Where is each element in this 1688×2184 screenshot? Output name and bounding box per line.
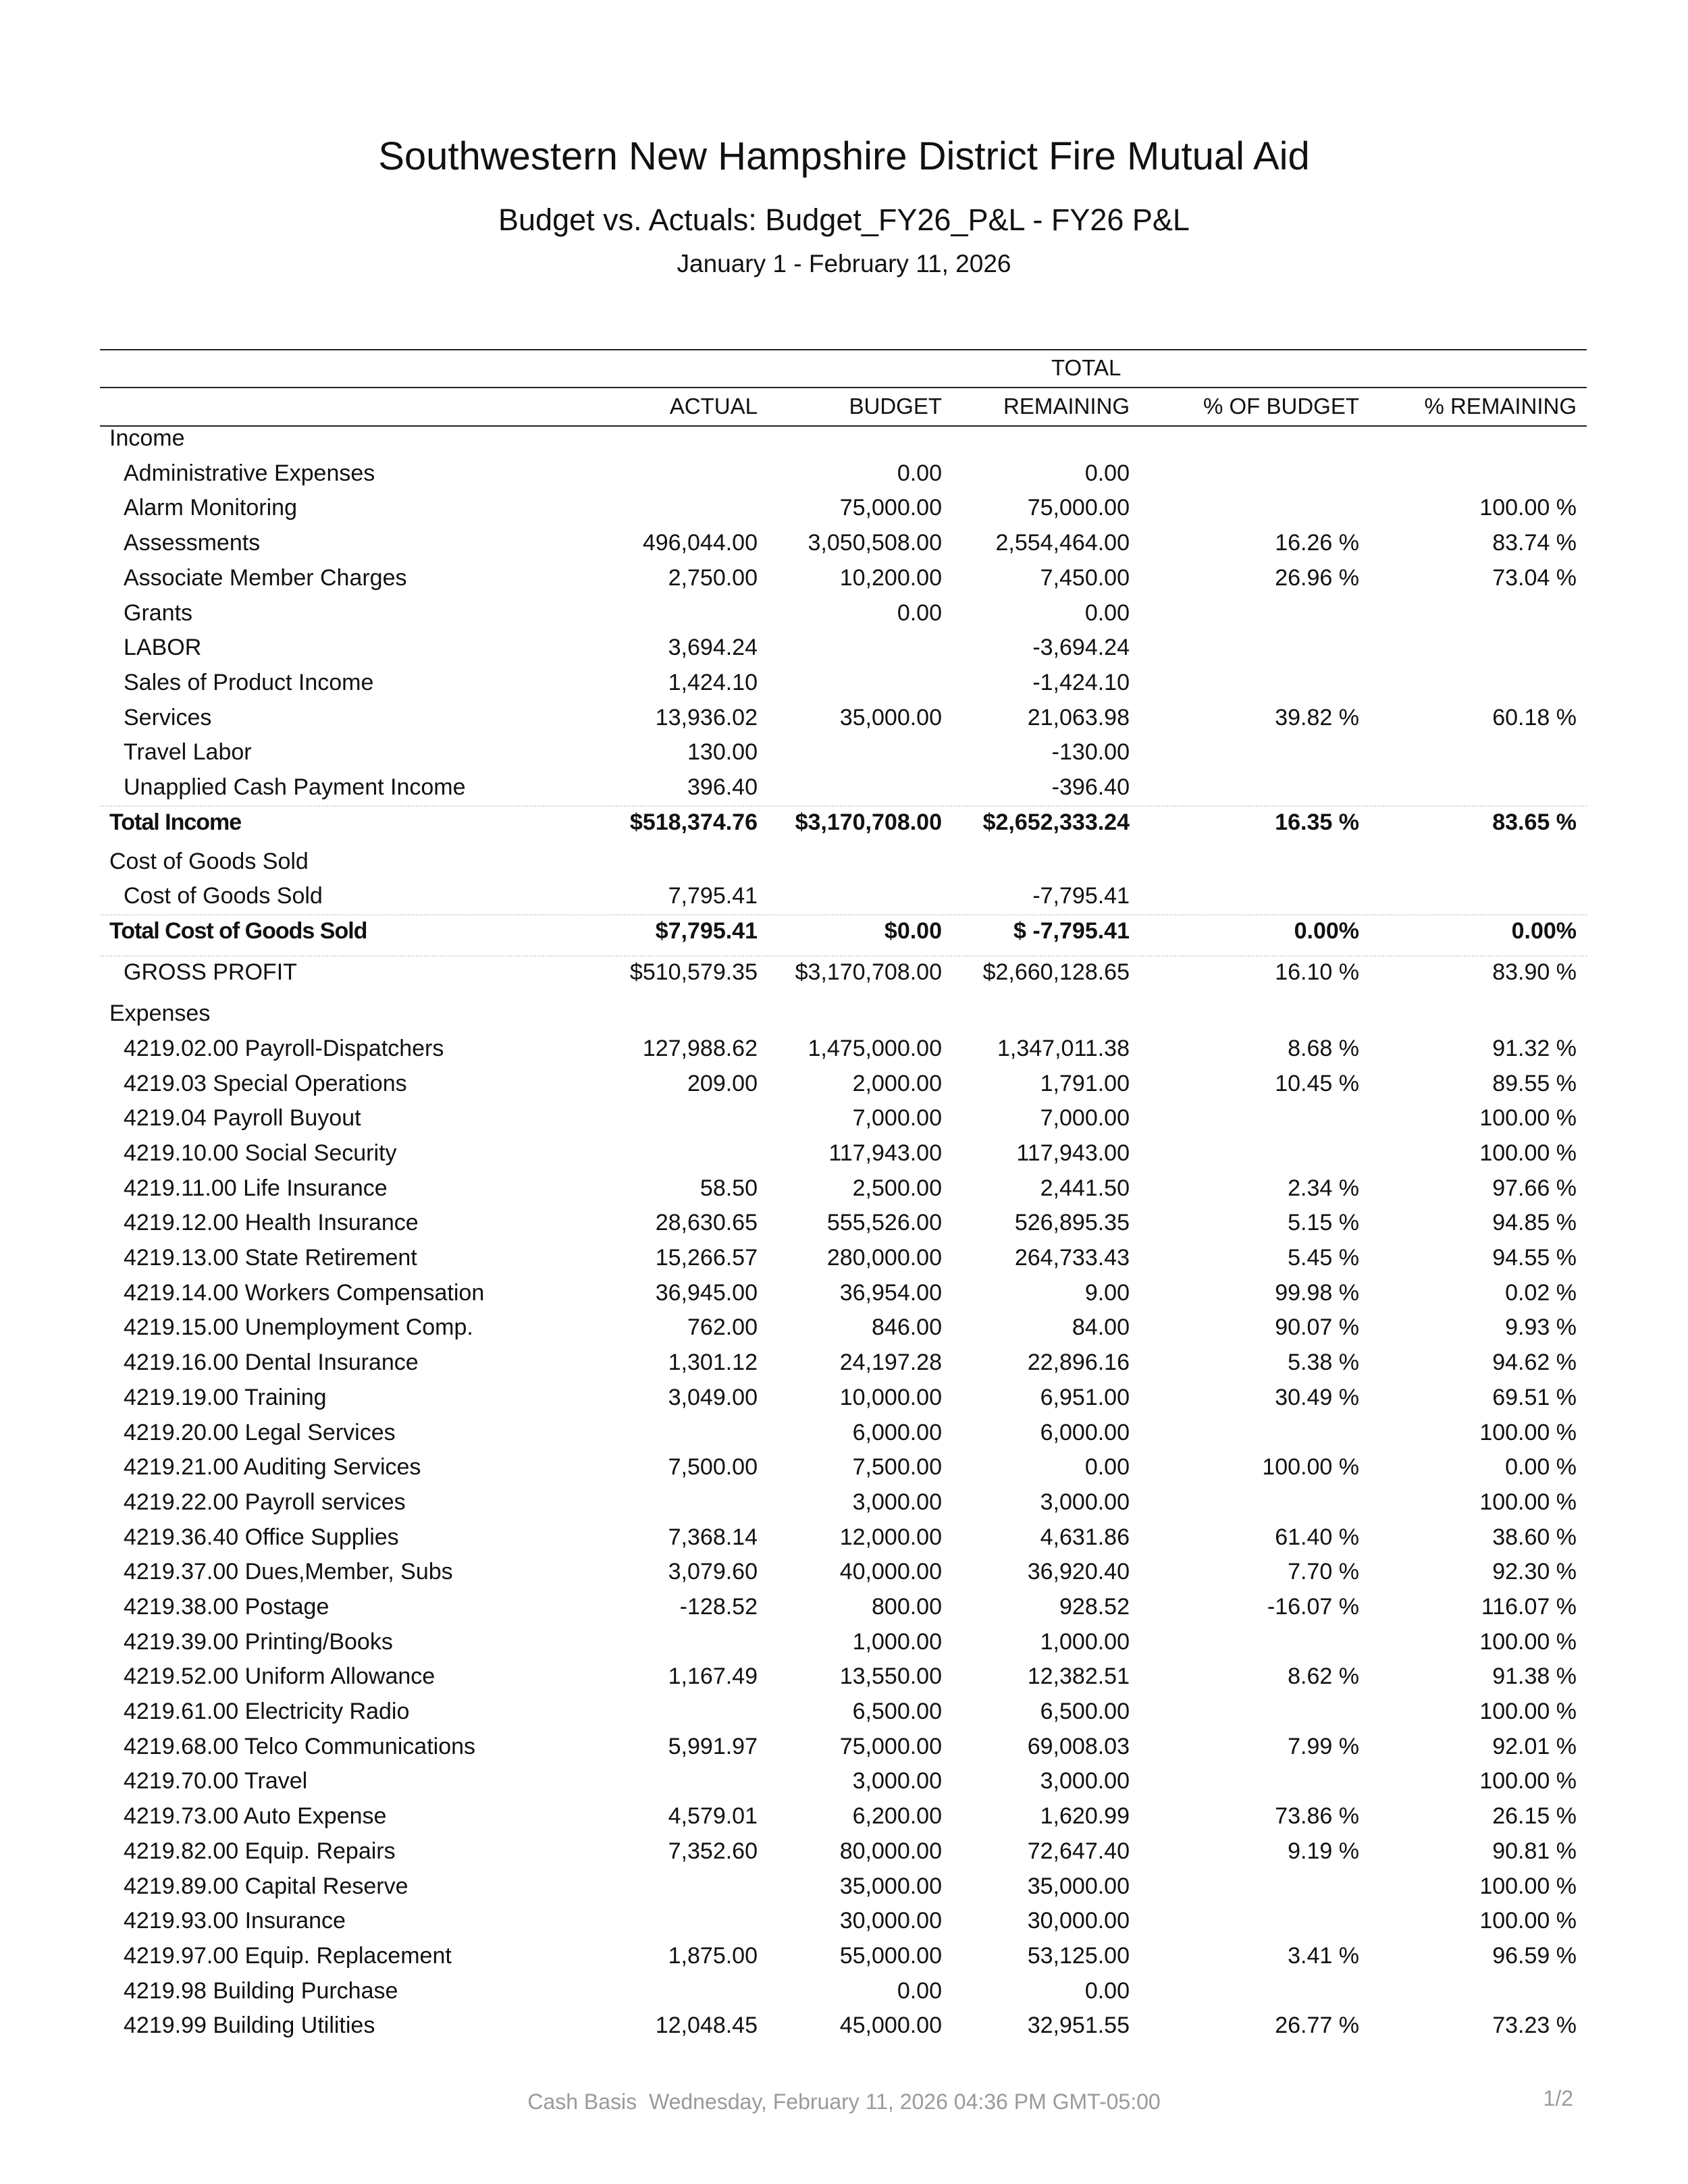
remaining-cell: 526,895.35 xyxy=(1014,1210,1130,1235)
page-number: 1/2 xyxy=(1543,2086,1573,2110)
pct-remaining-cell: 100.00 % xyxy=(1479,1629,1577,1655)
remaining-cell: 6,000.00 xyxy=(1040,1420,1130,1445)
table-row xyxy=(0,1594,1688,1626)
pct-of-budget-cell: 7.99 % xyxy=(1288,1734,1359,1759)
pct-remaining-cell: 116.07 % xyxy=(1481,1594,1577,1620)
actual-cell: 15,266.57 xyxy=(655,1245,758,1271)
table-row xyxy=(0,774,1688,807)
pct-remaining-cell: 83.65 % xyxy=(1492,809,1577,835)
col-pct-remaining: % REMAINING xyxy=(1424,394,1577,419)
budget-cell: 36,954.00 xyxy=(839,1280,942,1306)
remaining-cell: 35,000.00 xyxy=(1027,1873,1130,1899)
remaining-cell: 0.00 xyxy=(1084,1454,1130,1480)
table-row xyxy=(0,1454,1688,1487)
row-label: Sales of Product Income xyxy=(124,670,374,695)
remaining-cell: 12,382.51 xyxy=(1027,1663,1130,1689)
actual-cell: 28,630.65 xyxy=(655,1210,758,1235)
footer xyxy=(0,2089,1688,2114)
total-separator xyxy=(100,955,1587,957)
budget-cell: 12,000.00 xyxy=(839,1524,942,1550)
report-date-range: January 1 - February 11, 2026 xyxy=(677,250,1011,277)
pct-remaining-cell: 94.85 % xyxy=(1492,1210,1577,1235)
actual-cell: 1,167.49 xyxy=(668,1663,758,1689)
budget-cell: 35,000.00 xyxy=(839,1873,942,1899)
table-row xyxy=(0,1629,1688,1661)
pct-of-budget-cell: 16.10 % xyxy=(1275,959,1359,985)
table-row xyxy=(0,1036,1688,1068)
table-row xyxy=(0,2013,1688,2045)
actual-cell: 7,795.41 xyxy=(668,883,758,909)
table-row xyxy=(0,705,1688,737)
table-row xyxy=(0,1908,1688,1940)
actual-cell: 209.00 xyxy=(687,1071,758,1096)
actual-cell: $510,579.35 xyxy=(629,959,758,985)
pct-remaining-cell: 92.30 % xyxy=(1492,1559,1577,1584)
remaining-cell: 928.52 xyxy=(1059,1594,1130,1620)
pct-of-budget-cell: -16.07 % xyxy=(1267,1594,1359,1620)
actual-cell: 3,694.24 xyxy=(668,635,758,660)
remaining-cell: -7,795.41 xyxy=(1032,883,1130,909)
total-row xyxy=(0,918,1688,951)
budget-cell: 555,526.00 xyxy=(826,1210,942,1235)
pct-of-budget-cell: 8.68 % xyxy=(1288,1036,1359,1061)
remaining-cell: $2,660,128.65 xyxy=(982,959,1130,985)
table-row xyxy=(0,1280,1688,1312)
budget-cell: 80,000.00 xyxy=(839,1838,942,1864)
pct-remaining-cell: 91.32 % xyxy=(1492,1036,1577,1061)
remaining-cell: -396.40 xyxy=(1051,774,1130,800)
pct-remaining-cell: 38.60 % xyxy=(1492,1524,1577,1550)
pct-remaining-cell: 97.66 % xyxy=(1492,1175,1577,1201)
col-remaining: REMAINING xyxy=(1003,394,1130,419)
remaining-cell: 36,920.40 xyxy=(1027,1559,1130,1584)
pct-of-budget-cell: 39.82 % xyxy=(1275,705,1359,730)
table-row xyxy=(0,1314,1688,1347)
row-label: Services xyxy=(124,705,212,730)
remaining-cell: 32,951.55 xyxy=(1027,2013,1130,2038)
row-label: 4219.89.00 Capital Reserve xyxy=(124,1873,408,1899)
pct-of-budget-cell: 100.00 % xyxy=(1262,1454,1359,1480)
total-separator xyxy=(100,914,1587,915)
budget-cell: $0.00 xyxy=(884,918,942,944)
row-label: 4219.98 Building Purchase xyxy=(124,1978,398,2004)
pct-remaining-cell: 100.00 % xyxy=(1479,1420,1577,1445)
pct-remaining-cell: 9.93 % xyxy=(1505,1314,1577,1340)
remaining-cell: 22,896.16 xyxy=(1027,1350,1130,1375)
pct-remaining-cell: 91.38 % xyxy=(1492,1663,1577,1689)
actual-cell: 496,044.00 xyxy=(642,530,758,556)
remaining-cell: 1,620.99 xyxy=(1040,1803,1130,1829)
remaining-cell: 21,063.98 xyxy=(1027,705,1130,730)
remaining-cell: $2,652,333.24 xyxy=(982,809,1130,835)
actual-cell: 762.00 xyxy=(687,1314,758,1340)
row-label: 4219.38.00 Postage xyxy=(124,1594,329,1620)
table-row xyxy=(0,1978,1688,2010)
row-label: Total Income xyxy=(109,809,242,835)
row-label: 4219.93.00 Insurance xyxy=(124,1908,346,1934)
table-row xyxy=(0,460,1688,493)
budget-cell: 2,500.00 xyxy=(852,1175,942,1201)
budget-cell: 3,000.00 xyxy=(852,1768,942,1794)
table-row xyxy=(0,739,1688,772)
remaining-cell: 1,791.00 xyxy=(1040,1071,1130,1096)
row-label: 4219.22.00 Payroll services xyxy=(124,1489,406,1515)
table-row xyxy=(0,600,1688,633)
row-label: 4219.14.00 Workers Compensation xyxy=(124,1280,485,1306)
row-label: LABOR xyxy=(124,635,202,660)
footer-basis: Cash Basis xyxy=(527,2089,637,2114)
pct-remaining-cell: 100.00 % xyxy=(1479,1105,1577,1131)
actual-cell: 36,945.00 xyxy=(655,1280,758,1306)
row-label: Administrative Expenses xyxy=(124,460,375,486)
table-row xyxy=(0,1768,1688,1801)
pct-of-budget-cell: 9.19 % xyxy=(1288,1838,1359,1864)
row-label: GROSS PROFIT xyxy=(124,959,297,985)
remaining-cell: 4,631.86 xyxy=(1040,1524,1130,1550)
budget-cell: 35,000.00 xyxy=(839,705,942,730)
row-label: 4219.04 Payroll Buyout xyxy=(124,1105,361,1131)
pct-remaining-cell: 100.00 % xyxy=(1479,1699,1577,1724)
pct-of-budget-cell: 5.38 % xyxy=(1288,1350,1359,1375)
row-label: Income xyxy=(109,425,185,451)
budget-cell: 10,200.00 xyxy=(839,565,942,591)
budget-cell: 1,475,000.00 xyxy=(808,1036,942,1061)
row-label: 4219.39.00 Printing/Books xyxy=(124,1629,393,1655)
budget-cell: 75,000.00 xyxy=(839,495,942,521)
pct-remaining-cell: 89.55 % xyxy=(1492,1071,1577,1096)
pct-of-budget-cell: 26.96 % xyxy=(1275,565,1359,591)
row-label: 4219.19.00 Training xyxy=(124,1385,327,1410)
pct-remaining-cell: 0.02 % xyxy=(1505,1280,1577,1306)
row-label: 4219.99 Building Utilities xyxy=(124,2013,375,2038)
pct-remaining-cell: 83.74 % xyxy=(1492,530,1577,556)
remaining-cell: 7,000.00 xyxy=(1040,1105,1130,1131)
table-row xyxy=(0,1943,1688,1975)
pct-remaining-cell: 0.00% xyxy=(1511,918,1577,944)
pct-remaining-cell: 100.00 % xyxy=(1479,1873,1577,1899)
actual-cell: 3,049.00 xyxy=(668,1385,758,1410)
remaining-cell: 2,554,464.00 xyxy=(995,530,1130,556)
table-row xyxy=(0,635,1688,667)
pct-of-budget-cell: 2.34 % xyxy=(1288,1175,1359,1201)
actual-cell: 127,988.62 xyxy=(642,1036,758,1061)
budget-cell: 13,550.00 xyxy=(839,1663,942,1689)
actual-cell: 13,936.02 xyxy=(655,705,758,730)
pct-of-budget-cell: 10.45 % xyxy=(1275,1071,1359,1096)
section-header xyxy=(0,849,1688,881)
remaining-cell: 7,450.00 xyxy=(1040,565,1130,591)
budget-cell: 280,000.00 xyxy=(826,1245,942,1271)
budget-cell: 117,943.00 xyxy=(828,1140,942,1166)
row-label: Travel Labor xyxy=(124,739,252,765)
gross-row xyxy=(0,959,1688,992)
budget-cell: 75,000.00 xyxy=(839,1734,942,1759)
budget-cell: 2,000.00 xyxy=(852,1071,942,1096)
total-row xyxy=(0,809,1688,842)
table-row xyxy=(0,883,1688,915)
footer-timestamp: Wednesday, February 11, 2026 04:36 PM GMT-05:00 xyxy=(648,2089,1161,2114)
actual-cell: 58.50 xyxy=(700,1175,758,1201)
row-label: Assessments xyxy=(124,530,261,556)
actual-cell: 396.40 xyxy=(687,774,758,800)
table-row xyxy=(0,1699,1688,1731)
table-row xyxy=(0,565,1688,597)
table-row xyxy=(0,1245,1688,1277)
pct-of-budget-cell: 5.15 % xyxy=(1288,1210,1359,1235)
budget-cell: 1,000.00 xyxy=(852,1629,942,1655)
row-label: Unapplied Cash Payment Income xyxy=(124,774,466,800)
pct-remaining-cell: 100.00 % xyxy=(1479,1140,1577,1166)
budget-cell: 6,200.00 xyxy=(852,1803,942,1829)
pct-of-budget-cell: 3.41 % xyxy=(1288,1943,1359,1969)
report-title: Southwestern New Hampshire District Fire Mutual Aid xyxy=(378,134,1310,178)
pct-of-budget-cell: 0.00% xyxy=(1294,918,1359,944)
budget-cell: 45,000.00 xyxy=(839,2013,942,2038)
remaining-cell: 1,000.00 xyxy=(1040,1629,1130,1655)
pct-remaining-cell: 73.04 % xyxy=(1492,565,1577,591)
table-row xyxy=(0,1734,1688,1766)
row-label: Alarm Monitoring xyxy=(124,495,297,521)
pct-remaining-cell: 0.00 % xyxy=(1505,1454,1577,1480)
row-label: 4219.03 Special Operations xyxy=(124,1071,407,1096)
table-row xyxy=(0,1873,1688,1906)
actual-cell: 130.00 xyxy=(687,739,758,765)
row-label: Cost of Goods Sold xyxy=(109,849,309,874)
row-label: 4219.82.00 Equip. Repairs xyxy=(124,1838,396,1864)
actual-cell: 4,579.01 xyxy=(668,1803,758,1829)
actual-cell: 1,875.00 xyxy=(668,1943,758,1969)
actual-cell: 7,352.60 xyxy=(668,1838,758,1864)
remaining-cell: 72,647.40 xyxy=(1027,1838,1130,1864)
remaining-cell: 0.00 xyxy=(1084,460,1130,486)
row-label: 4219.13.00 State Retirement xyxy=(124,1245,417,1271)
row-label: 4219.11.00 Life Insurance xyxy=(124,1175,388,1201)
section-header xyxy=(0,1001,1688,1033)
remaining-cell: 69,008.03 xyxy=(1027,1734,1130,1759)
actual-cell: 12,048.45 xyxy=(655,2013,758,2038)
table-row xyxy=(0,530,1688,562)
pct-of-budget-cell: 73.86 % xyxy=(1275,1803,1359,1829)
row-label: Associate Member Charges xyxy=(124,565,407,591)
budget-cell: 0.00 xyxy=(897,460,942,486)
table-row xyxy=(0,1559,1688,1591)
remaining-cell: 1,347,011.38 xyxy=(997,1036,1130,1061)
budget-cell: 10,000.00 xyxy=(839,1385,942,1410)
remaining-cell: 0.00 xyxy=(1084,1978,1130,2004)
row-label: 4219.97.00 Equip. Replacement xyxy=(124,1943,452,1969)
pct-of-budget-cell: 16.35 % xyxy=(1275,809,1359,835)
row-label: 4219.70.00 Travel xyxy=(124,1768,308,1794)
table-row xyxy=(0,1071,1688,1103)
pct-of-budget-cell: 7.70 % xyxy=(1288,1559,1359,1584)
pct-of-budget-cell: 90.07 % xyxy=(1275,1314,1359,1340)
actual-cell: 7,500.00 xyxy=(668,1454,758,1480)
budget-cell: 55,000.00 xyxy=(839,1943,942,1969)
col-pct-of-budget: % OF BUDGET xyxy=(1203,394,1359,419)
table-row xyxy=(0,1385,1688,1417)
pct-of-budget-cell: 61.40 % xyxy=(1275,1524,1359,1550)
row-label: 4219.36.40 Office Supplies xyxy=(124,1524,399,1550)
budget-cell: 800.00 xyxy=(872,1594,942,1620)
remaining-cell: 3,000.00 xyxy=(1040,1768,1130,1794)
row-label: 4219.21.00 Auditing Services xyxy=(124,1454,421,1480)
budget-cell: 24,197.28 xyxy=(839,1350,942,1375)
remaining-cell: -1,424.10 xyxy=(1032,670,1130,695)
actual-cell: 5,991.97 xyxy=(668,1734,758,1759)
row-label: 4219.15.00 Unemployment Comp. xyxy=(124,1314,473,1340)
row-label: 4219.12.00 Health Insurance xyxy=(124,1210,419,1235)
budget-cell: 0.00 xyxy=(897,600,942,626)
report-subtitle: Budget vs. Actuals: Budget_FY26_P&L - FY26 P&L xyxy=(498,203,1190,237)
remaining-cell: -3,694.24 xyxy=(1032,635,1130,660)
pct-remaining-cell: 83.90 % xyxy=(1492,959,1577,985)
table-row xyxy=(0,1838,1688,1871)
actual-cell: 1,424.10 xyxy=(668,670,758,695)
table-row xyxy=(0,1210,1688,1242)
pct-remaining-cell: 100.00 % xyxy=(1479,1768,1577,1794)
pct-remaining-cell: 69.51 % xyxy=(1492,1385,1577,1410)
row-label: 4219.10.00 Social Security xyxy=(124,1140,397,1166)
row-label: 4219.02.00 Payroll-Dispatchers xyxy=(124,1036,444,1061)
budget-cell: 6,000.00 xyxy=(852,1420,942,1445)
pct-of-budget-cell: 30.49 % xyxy=(1275,1385,1359,1410)
section-header xyxy=(0,425,1688,458)
pct-of-budget-cell: 99.98 % xyxy=(1275,1280,1359,1306)
pct-remaining-cell: 92.01 % xyxy=(1492,1734,1577,1759)
table-row xyxy=(0,1420,1688,1452)
budget-cell: 3,050,508.00 xyxy=(808,530,942,556)
pct-remaining-cell: 94.55 % xyxy=(1492,1245,1577,1271)
budget-cell: 30,000.00 xyxy=(839,1908,942,1934)
pct-of-budget-cell: 5.45 % xyxy=(1288,1245,1359,1271)
remaining-cell: 6,500.00 xyxy=(1040,1699,1130,1724)
actual-cell: $518,374.76 xyxy=(629,809,758,835)
remaining-cell: 3,000.00 xyxy=(1040,1489,1130,1515)
row-label: 4219.61.00 Electricity Radio xyxy=(124,1699,410,1724)
remaining-cell: -130.00 xyxy=(1051,739,1130,765)
remaining-cell: $ -7,795.41 xyxy=(1013,918,1130,944)
table-row xyxy=(0,670,1688,702)
budget-cell: 7,500.00 xyxy=(852,1454,942,1480)
actual-cell: -128.52 xyxy=(679,1594,758,1620)
pct-remaining-cell: 26.15 % xyxy=(1492,1803,1577,1829)
col-group-total: TOTAL xyxy=(1051,355,1122,380)
budget-cell: 846.00 xyxy=(872,1314,942,1340)
row-label: 4219.68.00 Telco Communications xyxy=(124,1734,476,1759)
table-row xyxy=(0,1140,1688,1173)
actual-cell: 2,750.00 xyxy=(668,565,758,591)
pct-remaining-cell: 90.81 % xyxy=(1492,1838,1577,1864)
row-label: 4219.73.00 Auto Expense xyxy=(124,1803,387,1829)
remaining-cell: 6,951.00 xyxy=(1040,1385,1130,1410)
row-label: Total Cost of Goods Sold xyxy=(109,918,367,944)
remaining-cell: 0.00 xyxy=(1084,600,1130,626)
budget-cell: 7,000.00 xyxy=(852,1105,942,1131)
col-budget: BUDGET xyxy=(849,394,942,419)
budget-cell: 40,000.00 xyxy=(839,1559,942,1584)
table-row xyxy=(0,1663,1688,1696)
budget-cell: $3,170,708.00 xyxy=(795,809,942,835)
pct-remaining-cell: 73.23 % xyxy=(1492,2013,1577,2038)
budget-cell: $3,170,708.00 xyxy=(795,959,942,985)
pct-of-budget-cell: 8.62 % xyxy=(1288,1663,1359,1689)
remaining-cell: 117,943.00 xyxy=(1016,1140,1130,1166)
pct-remaining-cell: 96.59 % xyxy=(1492,1943,1577,1969)
remaining-cell: 9.00 xyxy=(1084,1280,1130,1306)
table-row xyxy=(0,1350,1688,1382)
budget-cell: 3,000.00 xyxy=(852,1489,942,1515)
row-label: 4219.37.00 Dues,Member, Subs xyxy=(124,1559,453,1584)
pct-remaining-cell: 60.18 % xyxy=(1492,705,1577,730)
table-row xyxy=(0,1175,1688,1208)
remaining-cell: 53,125.00 xyxy=(1027,1943,1130,1969)
row-label: Expenses xyxy=(109,1001,211,1026)
row-label: 4219.20.00 Legal Services xyxy=(124,1420,396,1445)
pct-remaining-cell: 100.00 % xyxy=(1479,1908,1577,1934)
table-row xyxy=(0,1524,1688,1557)
total-separator xyxy=(100,805,1587,807)
actual-cell: 1,301.12 xyxy=(668,1350,758,1375)
row-label: Grants xyxy=(124,600,193,626)
actual-cell: 3,079.60 xyxy=(668,1559,758,1584)
budget-cell: 6,500.00 xyxy=(852,1699,942,1724)
pct-remaining-cell: 100.00 % xyxy=(1479,1489,1577,1515)
remaining-cell: 2,441.50 xyxy=(1040,1175,1130,1201)
remaining-cell: 84.00 xyxy=(1072,1314,1130,1340)
actual-cell: $7,795.41 xyxy=(655,918,758,944)
table-row xyxy=(0,1105,1688,1138)
actual-cell: 7,368.14 xyxy=(668,1524,758,1550)
remaining-cell: 75,000.00 xyxy=(1027,495,1130,521)
table-row xyxy=(0,1803,1688,1836)
table-row xyxy=(0,1489,1688,1522)
pct-of-budget-cell: 16.26 % xyxy=(1275,530,1359,556)
row-label: 4219.52.00 Uniform Allowance xyxy=(124,1663,436,1689)
remaining-cell: 264,733.43 xyxy=(1014,1245,1130,1271)
budget-cell: 0.00 xyxy=(897,1978,942,2004)
row-label: 4219.16.00 Dental Insurance xyxy=(124,1350,419,1375)
pct-remaining-cell: 100.00 % xyxy=(1479,495,1577,521)
pct-remaining-cell: 94.62 % xyxy=(1492,1350,1577,1375)
pct-of-budget-cell: 26.77 % xyxy=(1275,2013,1359,2038)
col-actual: ACTUAL xyxy=(669,394,758,419)
row-label: Cost of Goods Sold xyxy=(124,883,323,909)
table-row xyxy=(0,495,1688,527)
remaining-cell: 30,000.00 xyxy=(1027,1908,1130,1934)
